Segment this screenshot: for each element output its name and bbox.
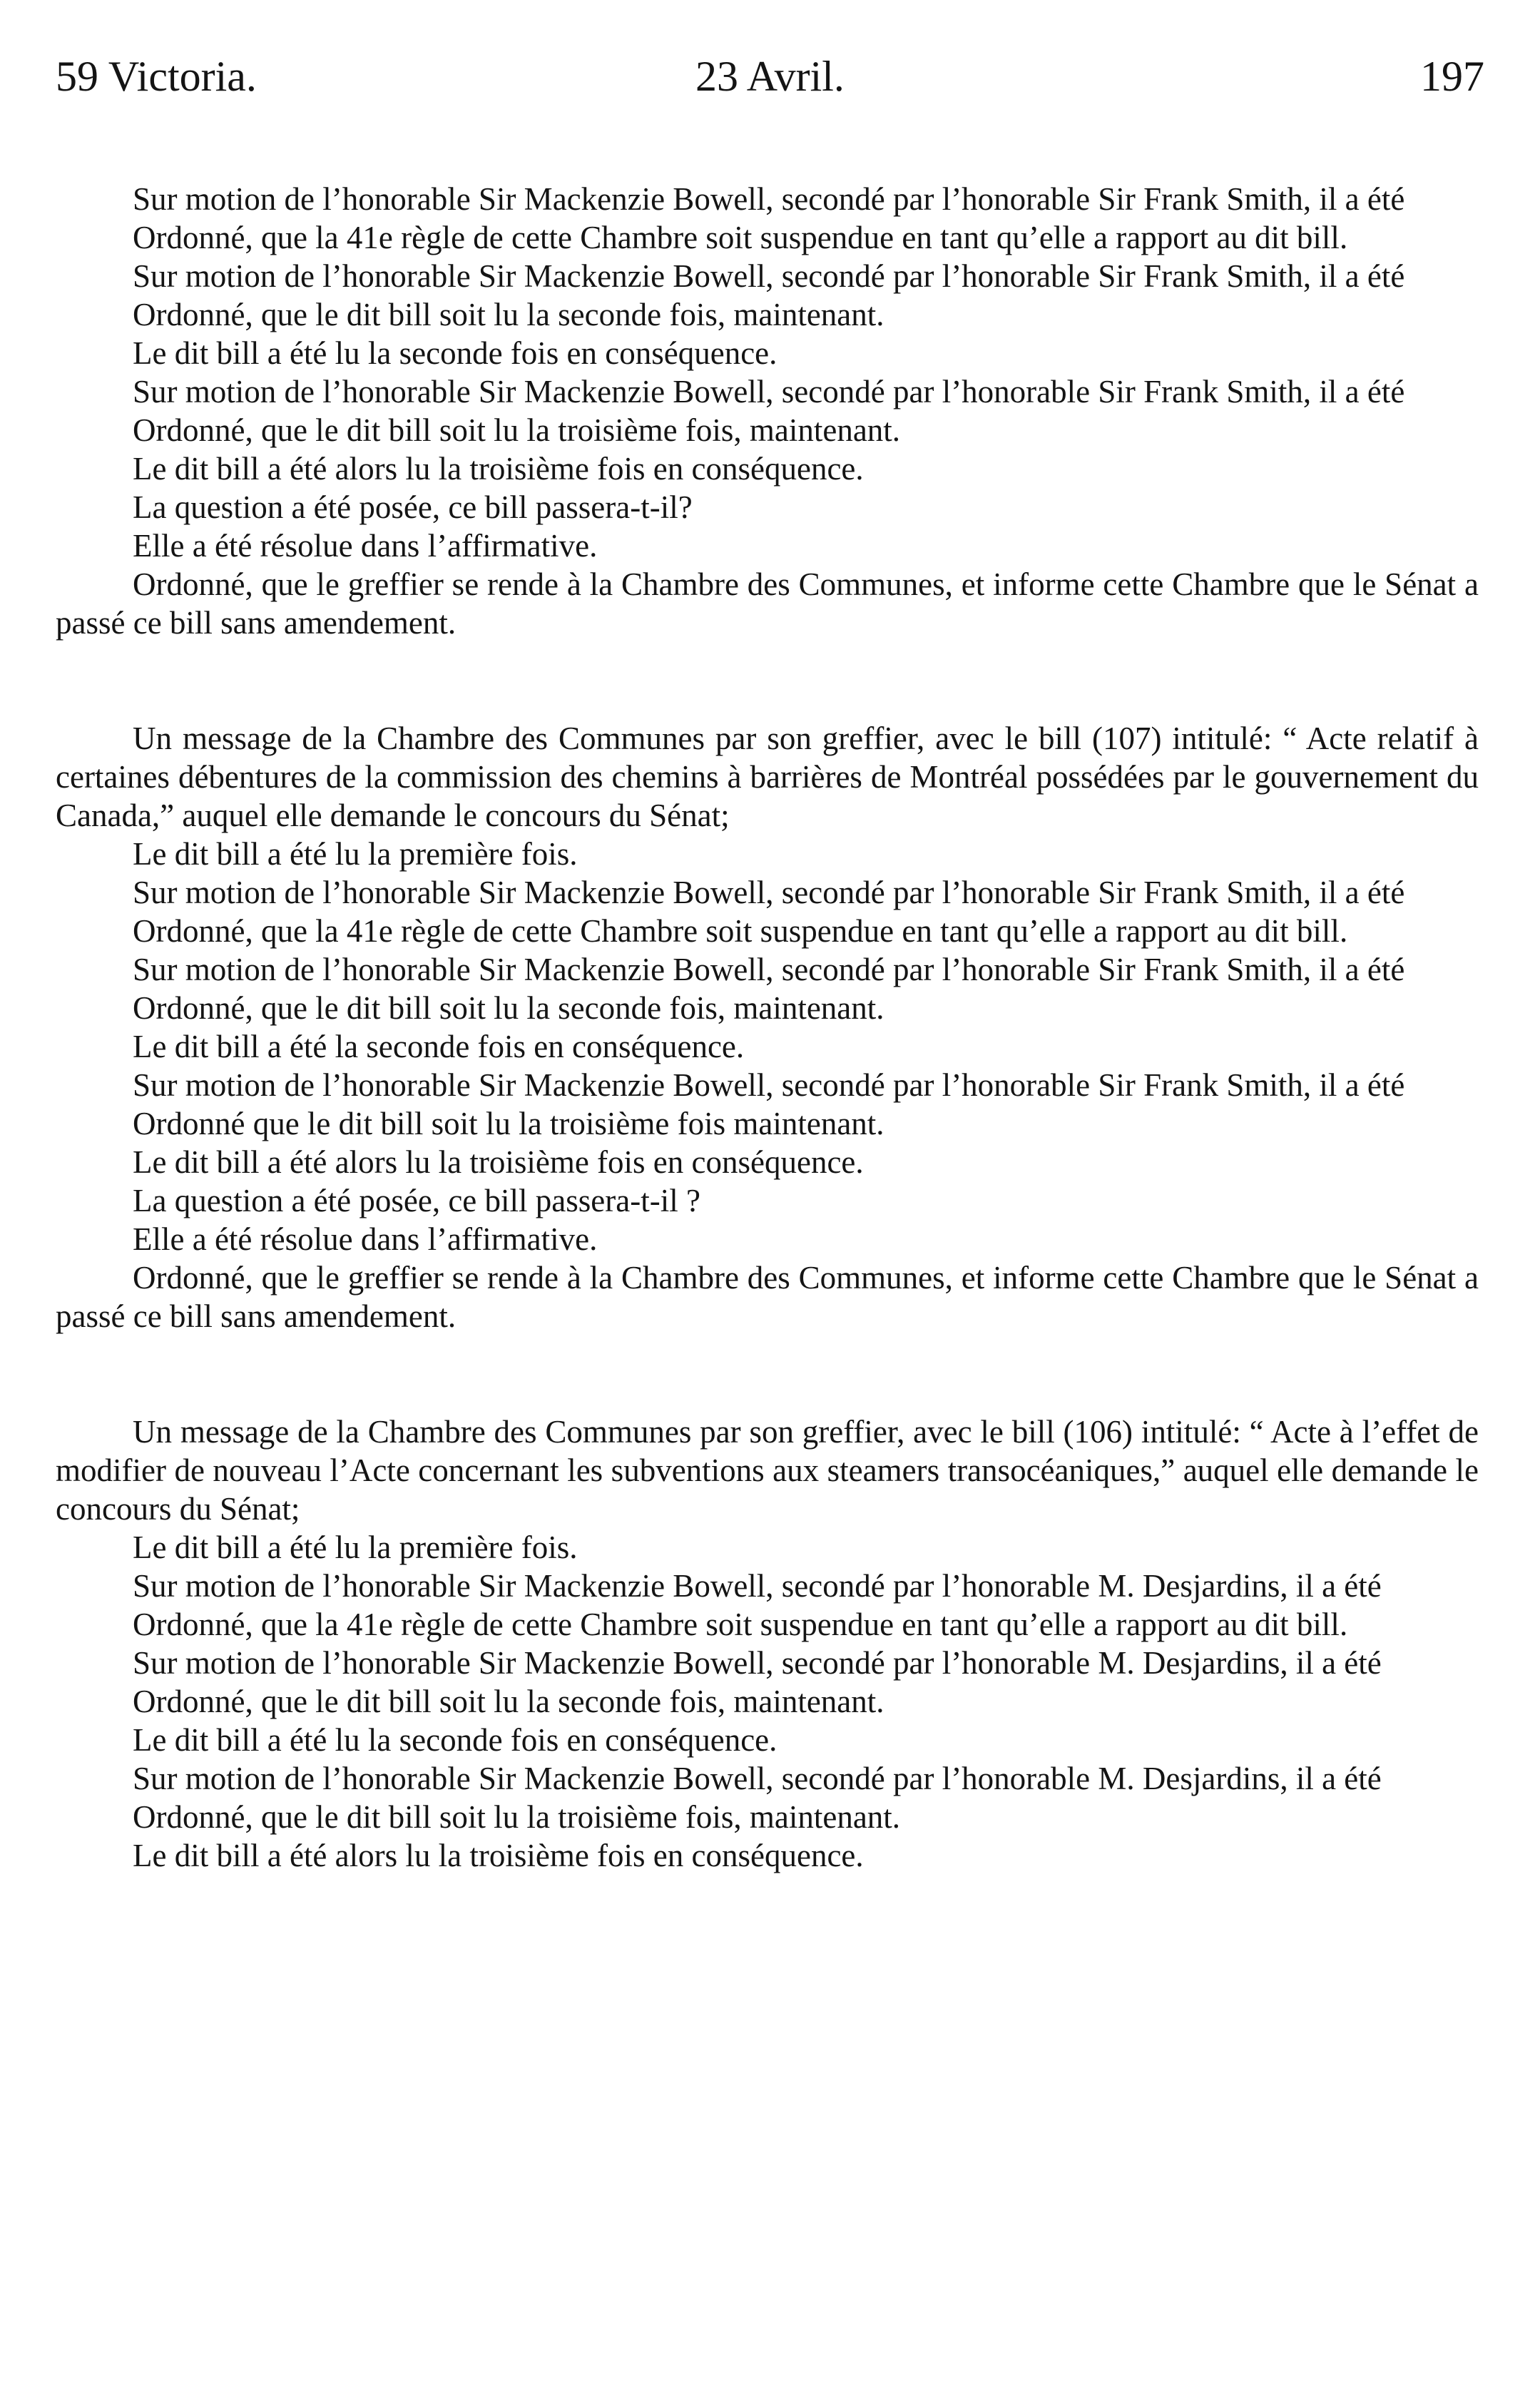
paragraph: Ordonné, que le greffier se rende à la Chambre des Communes, et informe cette Chambre que le Sénat a passé ce bill sans amendement. — [56, 566, 1479, 641]
paragraph: Sur motion de l’honorable Sir Mackenzie Bowell, secondé par l’honorable M. Desjardins, il a été — [133, 1761, 1382, 1796]
section-3 — [56, 1413, 1479, 1875]
header-session: 59 Victoria. — [56, 53, 257, 100]
paragraph: Le dit bill a été lu la première fois. — [133, 836, 578, 872]
paragraph: Le dit bill a été alors lu la troisième fois en conséquence. — [133, 1838, 864, 1873]
header-date: 23 Avril. — [695, 53, 845, 100]
paragraph: Ordonné, que le dit bill soit lu la seconde fois, maintenant. — [133, 297, 884, 332]
paragraph: Ordonné, que la 41e règle de cette Chambre soit suspendue en tant qu’elle a rapport au dit bill. — [133, 220, 1348, 255]
paragraph: Le dit bill a été alors lu la troisième fois en conséquence. — [133, 1144, 864, 1180]
paragraph: Sur motion de l’honorable Sir Mackenzie Bowell, secondé par l’honorable Sir Frank Smith, il a été — [133, 875, 1405, 910]
paragraph: Ordonné, que le dit bill soit lu la troisième fois, maintenant. — [133, 412, 901, 448]
section-gap — [56, 1335, 1479, 1413]
paragraph: Ordonné, que le dit bill soit lu la troisième fois, maintenant. — [133, 1799, 901, 1835]
paragraph: Ordonné, que le dit bill soit lu la seconde fois, maintenant. — [133, 990, 884, 1026]
paragraph: Sur motion de l’honorable Sir Mackenzie Bowell, secondé par l’honorable Sir Frank Smith, il a été — [133, 1067, 1405, 1103]
paragraph: Sur motion de l’honorable Sir Mackenzie Bowell, secondé par l’honorable M. Desjardins, il a été — [133, 1645, 1382, 1681]
section-1 — [56, 180, 1479, 642]
paragraph: Le dit bill a été lu la première fois. — [133, 1530, 578, 1565]
paragraph: Un message de la Chambre des Communes par son greffier, avec le bill (106) intitulé: “ Acte à l’effet de modifier de nouveau l’Acte concernant les subventions aux steamers transocéaniques,” auquel elle demande le concours du Sénat; — [56, 1414, 1479, 1527]
paragraph: Ordonné, que le greffier se rende à la Chambre des Communes, et informe cette Chambre que le Sénat a passé ce bill sans amendement. — [56, 1260, 1479, 1334]
paragraph: Sur motion de l’honorable Sir Mackenzie Bowell, secondé par l’honorable Sir Frank Smith, il a été — [133, 952, 1405, 987]
paragraph: Ordonné, que la 41e règle de cette Chambre soit suspendue en tant qu’elle a rapport au dit bill. — [133, 1607, 1348, 1642]
paragraph: Le dit bill a été alors lu la troisième fois en conséquence. — [133, 451, 864, 487]
section-gap — [56, 642, 1479, 719]
paragraph: Sur motion de l’honorable Sir Mackenzie Bowell, secondé par l’honorable M. Desjardins, il a été — [133, 1568, 1382, 1604]
section-2 — [56, 719, 1479, 1335]
paragraph: Ordonné que le dit bill soit lu la troisième fois maintenant. — [133, 1106, 884, 1141]
paragraph: La question a été posée, ce bill passera-t-il? — [133, 489, 693, 525]
paragraph: La question a été posée, ce bill passera-t-il ? — [133, 1183, 700, 1218]
page-body — [56, 180, 1479, 1875]
page-number: 197 — [1420, 53, 1484, 100]
paragraph: Ordonné, que la 41e règle de cette Chambre soit suspendue en tant qu’elle a rapport au dit bill. — [133, 913, 1348, 949]
paragraph: Le dit bill a été lu la seconde fois en conséquence. — [133, 1722, 777, 1758]
running-header — [56, 51, 1484, 101]
paragraph: Elle a été résolue dans l’affirmative. — [133, 1221, 598, 1257]
paragraph: Ordonné, que le dit bill soit lu la seconde fois, maintenant. — [133, 1684, 884, 1719]
paragraph: Sur motion de l’honorable Sir Mackenzie Bowell, secondé par l’honorable Sir Frank Smith, il a été — [133, 181, 1405, 217]
paragraph: Un message de la Chambre des Communes par son greffier, avec le bill (107) intitulé: “ Acte relatif à certaines débentures de la commission des chemins à barrières de Montréal possédées par le gouvernement du Canada,” auquel elle demande le concours du Sénat; — [56, 721, 1479, 833]
paragraph: Le dit bill a été la seconde fois en conséquence. — [133, 1029, 745, 1064]
paragraph: Le dit bill a été lu la seconde fois en conséquence. — [133, 335, 777, 371]
paragraph: Sur motion de l’honorable Sir Mackenzie Bowell, secondé par l’honorable Sir Frank Smith, il a été — [133, 374, 1405, 409]
paragraph: Sur motion de l’honorable Sir Mackenzie Bowell, secondé par l’honorable Sir Frank Smith, il a été — [133, 258, 1405, 294]
paragraph: Elle a été résolue dans l’affirmative. — [133, 528, 598, 564]
